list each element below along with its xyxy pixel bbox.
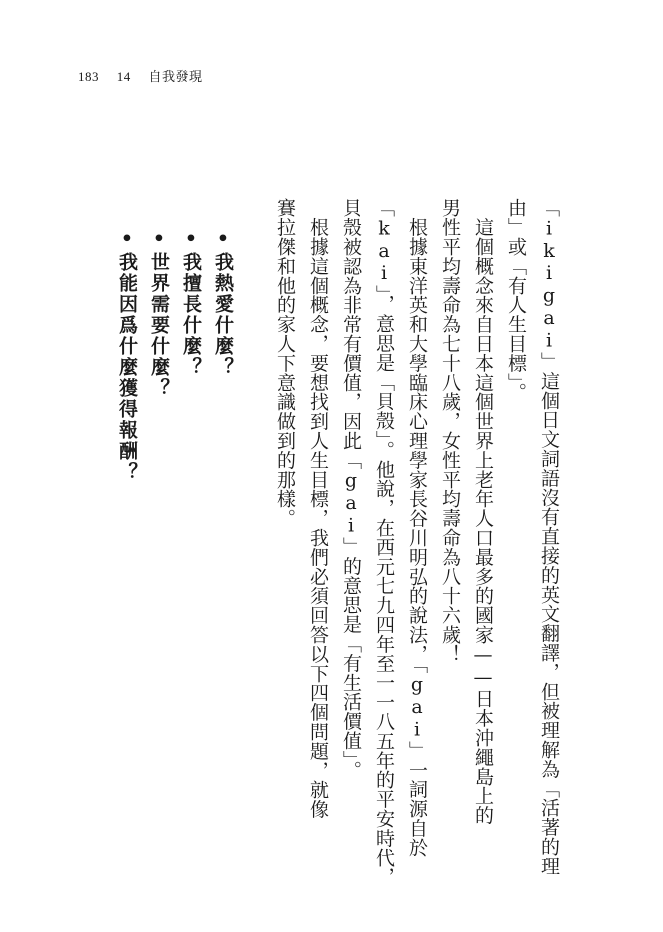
page-number: 183 <box>78 69 99 84</box>
running-header <box>78 66 217 85</box>
text-column-6: 「kai」，意思是「貝殼」。他說，在西元七九四年至一一八五年的平安時代， <box>373 198 395 887</box>
text-column-1: 「ikigai」這個日文詞語沒有直接的英文翻譯，但被理解為「活著的理 <box>538 198 560 876</box>
question-item-1: •我熱愛什麼？ <box>212 228 234 378</box>
text-column-9: 賽拉傑和他的家人下意識做到的那樣。 <box>274 198 296 528</box>
chapter-number: 14 <box>116 69 131 84</box>
chapter-title: 自我發現 <box>148 69 203 84</box>
text-column-7: 貝殼被認為非常有價值，因此「gai」的意思是「有生活價值」。 <box>340 198 362 780</box>
text-column-5: 根據東洋英和大學臨床心理學家長谷川明弘的說法，「gai」一詞源自於 <box>406 198 428 858</box>
text-column-3: 這個概念來自日本這個世界上老年人口最多的國家——日本沖繩島上的 <box>472 198 494 825</box>
question-item-2: •我擅長什麼？ <box>180 228 202 378</box>
question-item-3: •世界需要什麼？ <box>148 228 170 399</box>
text-column-2: 由」或「有人生目標」。 <box>505 198 527 402</box>
question-item-4: •我能因爲什麼獲得報酬？ <box>116 228 138 483</box>
text-column-4: 男性平均壽命為七十八歲，女性平均壽命為八十六歲！ <box>439 198 461 664</box>
text-column-8: 根據這個概念，要想找到人生目標，我們必須回答以下四個問題，就像 <box>307 198 329 819</box>
